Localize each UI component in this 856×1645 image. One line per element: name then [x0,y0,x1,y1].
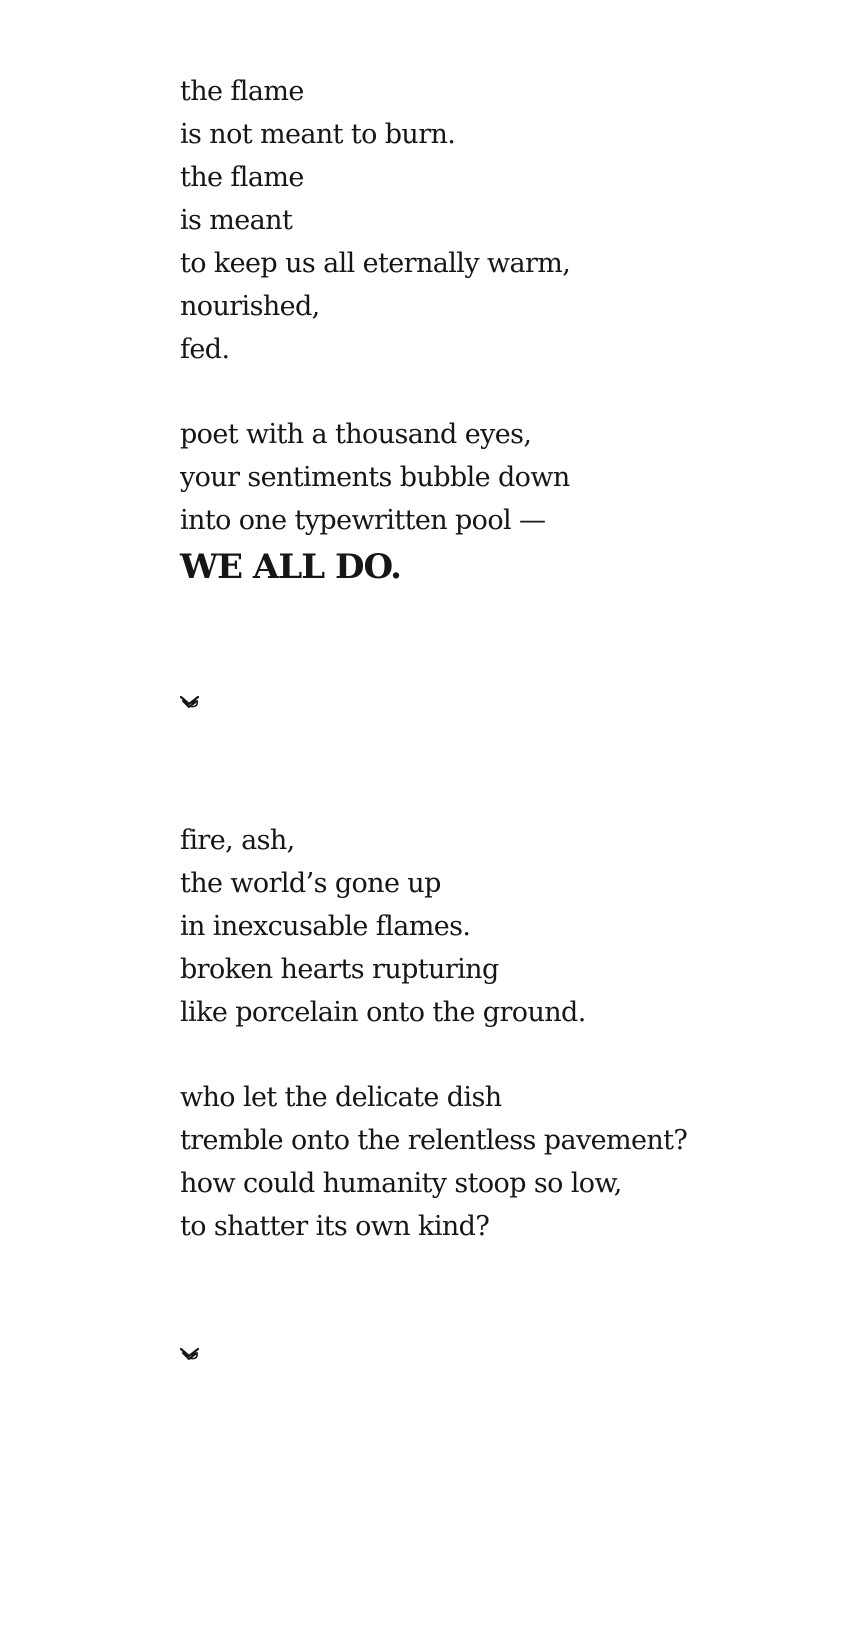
poem-one-stanza-one [180,70,570,371]
poem-line: in inexcusable flames. [180,911,471,942]
poem-one-stanza-two [180,413,570,590]
poem-two-stanza-two [180,1076,687,1248]
poem-line: is meant [180,205,293,236]
poem-two-stanza-one [180,819,586,1034]
poem-line: the world’s gone up [180,868,441,899]
poem-line: tremble onto the relentless pavement? [180,1125,688,1156]
chevron-flourish-icon [180,694,200,710]
poem-line: poet with a thousand eyes, [180,419,532,450]
chevron-flourish-icon [180,1346,200,1362]
poem-line: to keep us all eternally warm, [180,248,571,279]
poem-emphasis-line: WE ALL DO. [180,547,401,587]
poem-line: like porcelain onto the ground. [180,997,586,1028]
poem-line: fed. [180,334,230,365]
section-divider-icon [180,1346,200,1362]
poem-line: nourished, [180,291,320,322]
poem-line: fire, ash, [180,825,295,856]
poem-line: is not meant to burn. [180,119,456,150]
poem-line: the flame [180,162,304,193]
poem-line: the flame [180,76,304,107]
section-divider-icon [180,694,200,710]
poem-line: how could humanity stoop so low, [180,1168,622,1199]
poem-line: to shatter its own kind? [180,1211,490,1242]
poem-line: who let the delicate dish [180,1082,502,1113]
poem-line: into one typewritten pool — [180,505,546,536]
poem-line: your sentiments bubble down [180,462,570,493]
poem-line: broken hearts rupturing [180,954,499,985]
